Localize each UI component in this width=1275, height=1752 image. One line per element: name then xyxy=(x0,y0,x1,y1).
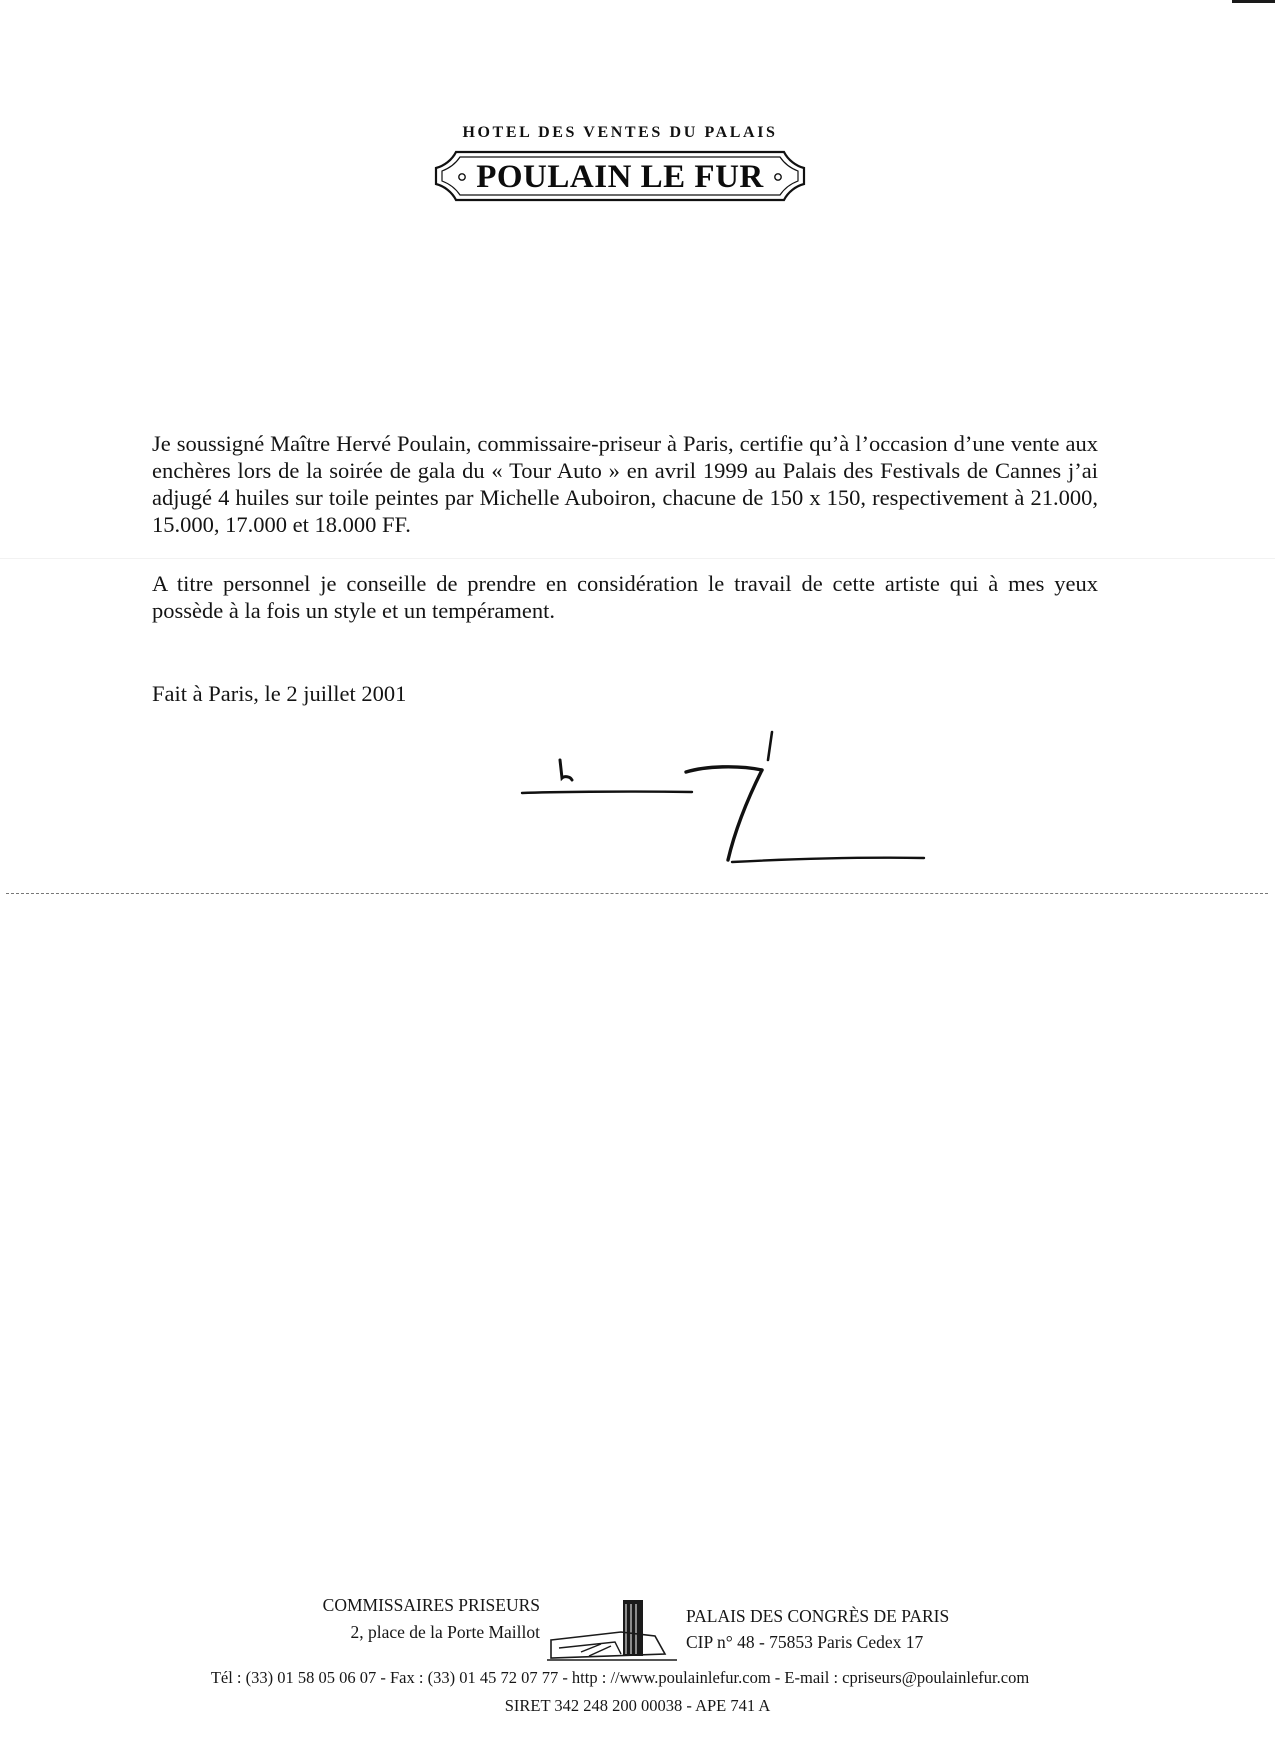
letterhead-badge xyxy=(430,146,810,206)
fold-line xyxy=(6,893,1268,894)
footer-venue: PALAIS DES CONGRÈS DE PARIS xyxy=(686,1606,950,1626)
fold-line-upper xyxy=(0,558,1275,559)
place-date: Fait à Paris, le 2 juillet 2001 xyxy=(152,681,407,706)
footer-address: 2, place de la Porte Maillot xyxy=(350,1622,540,1642)
signature-icon xyxy=(500,726,940,876)
footer-right-block xyxy=(686,1603,1016,1655)
footer-contact-line: Tél : (33) 01 58 05 06 07 - Fax : (33) 01 45 72 07 77 - http : //www.poulainlefur.com - E-mail : cpriseurs@poulainlefur.com xyxy=(210,1668,1030,1687)
letterhead xyxy=(420,124,820,206)
palais-building-icon xyxy=(545,1596,680,1668)
letterhead-subtitle: HOTEL DES VENTES DU PALAIS xyxy=(462,124,778,141)
footer-left-block xyxy=(300,1592,540,1646)
letterhead-name: POULAIN LE FUR xyxy=(476,159,764,195)
recommendation-paragraph: A titre personnel je conseille de prendre en considération le travail de cette artiste qui à mes yeux possède à la fois un style et un tempérament. xyxy=(152,571,1098,623)
footer-postal: CIP n° 48 - 75853 Paris Cedex 17 xyxy=(686,1632,924,1652)
scan-edge-mark xyxy=(1232,0,1275,3)
footer-company-label: COMMISSAIRES PRISEURS xyxy=(322,1595,540,1615)
footer-siret-line: SIRET 342 248 200 00038 - APE 741 A xyxy=(504,1696,771,1715)
certificate-paragraph: Je soussigné Maître Hervé Poulain, commissaire-priseur à Paris, certifie qu’à l’occasion d’une vente aux enchères lors de la soirée de gala du « Tour Auto » en avril 1999 au Palais des Festivals de Cannes j’ai adjugé 4 huiles sur toile peintes par Michelle Auboiron, chacune de 150 x 150, respectivement à 21.000, 15.000, 17.000 et 18.000 FF. xyxy=(152,431,1098,537)
